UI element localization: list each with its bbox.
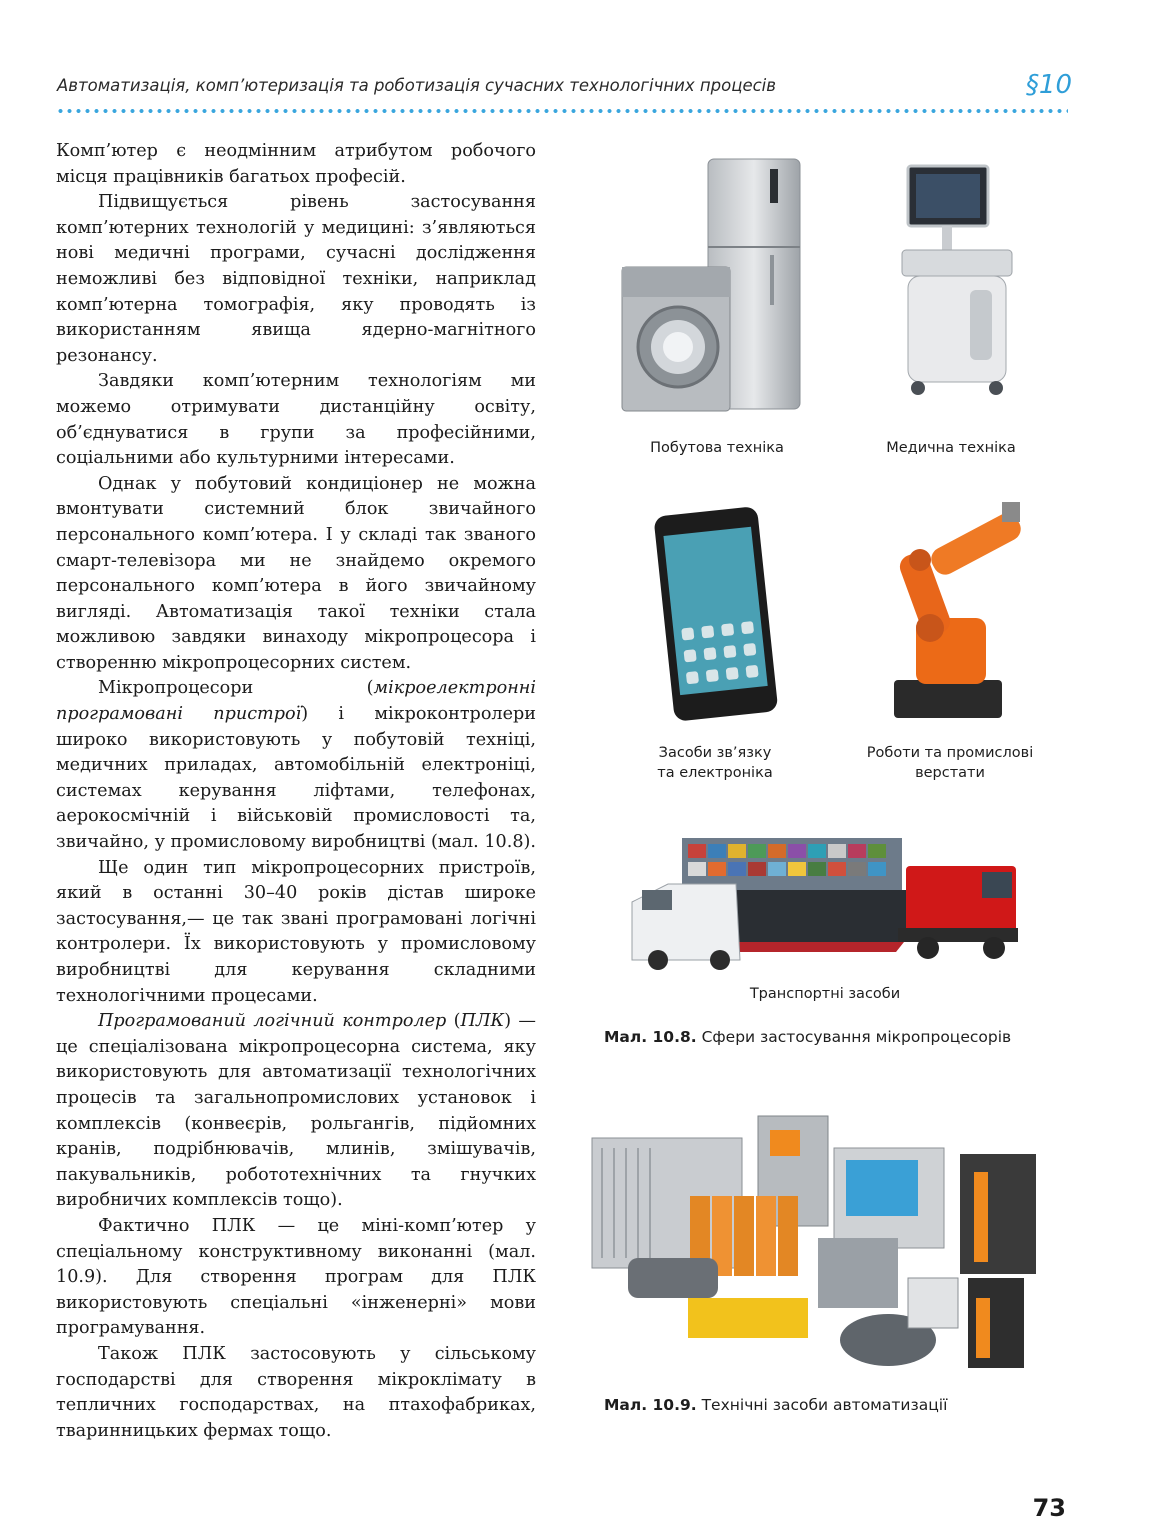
- caption-household: Побутова техніка: [650, 440, 784, 456]
- figure-10-8-caption: [604, 1028, 1011, 1046]
- plc-abbr: ПЛК: [460, 1011, 505, 1032]
- p7-text-b: ) — це спеціалізована мікропроцесорна система, яку використовують для автоматизації технологічних процесів та загальнопромислових установок і комплексів (конвеєрів, рольгангів, підйомних кранів, подрібнювачів, млинів, змішувачів, пакувальників, робототехнічних та гнучких виробничих комплексів тощо).: [56, 1011, 536, 1211]
- page-number: 73: [1032, 1494, 1066, 1522]
- paragraph-1: Комп’ютер є неодмінним атрибутом робочого місця працівників багатьох професій.: [56, 141, 536, 187]
- caption-robots-line1: Роботи та промислові: [866, 745, 1034, 761]
- paragraph-8: Фактично ПЛК — це міні-комп’ютер у спеціальному конструктивному виконанні (мал. 10.9). Для створення програм для ПЛК використовують спеціальні «інженерні» мови програмування.: [56, 1215, 536, 1339]
- p5-text-b: ) і мікроконтролери широко використовують у побутовій техніці, медичних приладах, автомобільній електроніці, системах керування ліфтами, телефонах, аерокосмічній і військовій промисловості та, звичайно, у промисловому виробництві (мал. 10.8).: [56, 704, 536, 853]
- figure-10-9-caption: [604, 1396, 947, 1414]
- transport-image: [628, 832, 1023, 972]
- medical-equipment-image: [878, 160, 1028, 400]
- caption-medical: Медична техніка: [886, 440, 1016, 456]
- industrial-robot-image: [880, 500, 1040, 725]
- caption-robots-line2: верстати: [915, 765, 985, 781]
- caption-communication-line1: Засоби зв’язку: [658, 745, 772, 761]
- running-header-title: Автоматизація, комп’ютеризація та роботизація сучасних технологічних процесів: [57, 76, 776, 95]
- caption-transport: Транспортні засоби: [749, 986, 901, 1002]
- paragraph-4: Однак у побутовий кондиціонер не можна вмонтувати системний блок звичайного персонального комп’ютера. І у складі так званого смарт-телевізора ми не знайдемо окремого персонального комп’ютера в його звичайному вигляді. Автоматизація такої техніки стала можливою завдяки винаходу мікропроцесора і створенню мікропроцесорних систем.: [56, 473, 536, 673]
- paragraph-3: Завдяки комп’ютерним технологіям ми можемо отримувати дистанційну освіту, об’єднуватися в групи за професійними, соціальними або культурними інтересами.: [56, 371, 536, 469]
- paragraph-6: Ще один тип мікропроцесорних пристроїв, який в останні 30–40 років дістав широке застосування,— це так звані програмовані логічні контролери. Їх використовують у промисловому виробництві для керування складними технологічними процесами.: [56, 857, 536, 1006]
- figure-10-9-title: Технічні засоби автоматизації: [701, 1396, 948, 1414]
- smartphone-image: [650, 505, 780, 725]
- figure-10-8-title: Сфери застосування мікропроцесорів: [701, 1028, 1012, 1046]
- caption-robots: [845, 743, 1055, 783]
- paragraph-7: [56, 1009, 536, 1214]
- p5-term: мікроелектронні програмовані пристрої: [56, 678, 536, 725]
- p5-text-a: Мікропроцесори (: [98, 678, 374, 699]
- header-dotted-rule: [56, 108, 1068, 114]
- p7-text-a: (: [446, 1011, 461, 1032]
- paragraph-9: Також ПЛК застосовують у сільському господарстві для створення мікроклімату в тепличних господарствах, на птахофабриках, тваринницьких фермах тощо.: [56, 1343, 536, 1441]
- paragraph-5: [56, 676, 536, 855]
- section-number: §10: [1025, 70, 1072, 100]
- automation-hardware-image: [588, 1108, 1048, 1378]
- caption-communication: [620, 743, 810, 783]
- paragraph-2: Підвищується рівень застосування комп’ютерних технологій у медицині: з’являються нові медичні програми, сучасні дослідження неможливі без відповідної техніки, наприклад комп’ютерна томографія, яку проводять із використанням явища ядерно-магнітного резонансу.: [56, 192, 536, 366]
- figure-10-9-label: Мал. 10.9.: [604, 1396, 697, 1414]
- household-appliances-image: [620, 155, 820, 415]
- main-text-column: [56, 139, 536, 1444]
- figure-10-8-label: Мал. 10.8.: [604, 1028, 697, 1046]
- plc-term: Програмований логічний контролер: [98, 1011, 447, 1032]
- caption-communication-line2: та електроніка: [657, 765, 773, 781]
